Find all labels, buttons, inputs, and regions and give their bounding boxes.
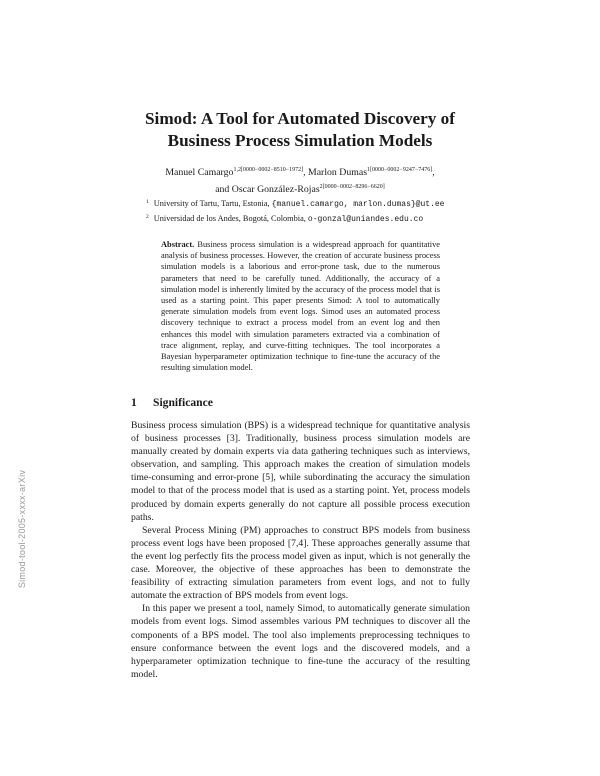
section-title: Significance bbox=[153, 396, 213, 409]
author-name: Manuel Camargo bbox=[165, 167, 234, 178]
affiliation-number: 2 bbox=[146, 214, 149, 220]
authors-line-1 bbox=[110, 163, 490, 180]
section-heading bbox=[131, 396, 213, 409]
paragraph: Business process simulation (BPS) is a widespread technique for quantitative analysis of business processes [3]. Traditionally, business process simulation models are manually created by domain experts via data gathering techniques such as interviews, observation, and sampling. This approach makes the creation of simulation models time-consuming and error-prone [5], while subordinating the accuracy the simulation model to that of the process model that is used as a starting point. Yet, process models produced by domain experts generally do not capture all possible process execution paths. bbox=[131, 420, 470, 523]
affiliation-email: o-gonzal@uniandes.edu.co bbox=[307, 215, 424, 224]
section-number: 1 bbox=[131, 396, 137, 409]
abstract bbox=[161, 239, 440, 373]
author-name: , Marlon Dumas bbox=[303, 167, 368, 178]
section-body bbox=[131, 419, 470, 681]
abstract-text: Business process simulation is a widespread approach for quantitative analysis of business processes. However, the creation of accurate business process simulation models is a laborious and error-prone task, due to the numerous parameters that need to be carefully tuned. Additionally, the accuracy of a simulation model is inherently limited by the accuracy of the process model that is used as a starting point. This paper presents Simod: A tool to automatically generate simulation models from event logs. Simod uses an automated process discovery technique to extract a process model from an event log and then enhances this model with simulation parameters extracted via a combination of trace alignment, replay, and curve-fitting techniques. The tool incorporates a Bayesian hyperparameter optimization technique to fine-tune the accuracy of the resulting simulation model. bbox=[161, 240, 440, 373]
paper-title bbox=[100, 108, 500, 152]
author-separator: , bbox=[432, 167, 435, 178]
affiliation-2 bbox=[146, 211, 444, 226]
affiliations bbox=[146, 196, 444, 226]
author-orcid: 2[0000−0002−8296−6620] bbox=[319, 184, 385, 190]
author-orcid: 1[0000−0002−9247−7476] bbox=[367, 167, 433, 173]
author-orcid: 1,2[0000−0002−8510−1972] bbox=[233, 167, 304, 173]
author-list bbox=[110, 163, 490, 197]
author-name: and Oscar González-Rojas bbox=[215, 184, 320, 195]
arxiv-sidebar-stamp bbox=[14, 464, 30, 594]
affiliation-text: University of Tartu, Tartu, Estonia, bbox=[153, 199, 272, 208]
paragraph: Several Process Mining (PM) approaches to construct BPS models from business process event logs have been proposed [7,4]. These approaches generally assume that the event log perfectly fits the process model given as input, which is not generally the case. Moreover, the objective of these approaches has been to demonstrate the feasibility of extracting simulation parameters from event logs, and not to fully automate the extraction of BPS models from event logs. bbox=[131, 524, 470, 602]
arxiv-stamp-text: Simod-tool-2005-xxxx-arXiv bbox=[17, 469, 27, 589]
abstract-label: Abstract. bbox=[161, 240, 195, 249]
title-line-1: Simod: A Tool for Automated Discovery of bbox=[144, 109, 456, 128]
authors-line-2 bbox=[110, 180, 490, 197]
title-line-2: Business Process Simulation Models bbox=[167, 131, 433, 150]
affiliation-text: Universidad de los Andes, Bogotá, Colombia, bbox=[153, 214, 308, 223]
affiliation-email: {manuel.camargo, marlon.dumas}@ut.ee bbox=[271, 200, 445, 209]
affiliation-number: 1 bbox=[146, 199, 149, 205]
paragraph: In this paper we present a tool, namely Simod, to automatically generate simulation models from event logs. Simod assembles various PM techniques to discover all the components of a BPS model. The tool also implements preprocessing techniques to ensure conformance between the event logs and the discovered models, and a hyperparameter optimization technique to fine-tune the accuracy of the resulting model. bbox=[131, 603, 470, 680]
affiliation-1 bbox=[146, 196, 444, 211]
